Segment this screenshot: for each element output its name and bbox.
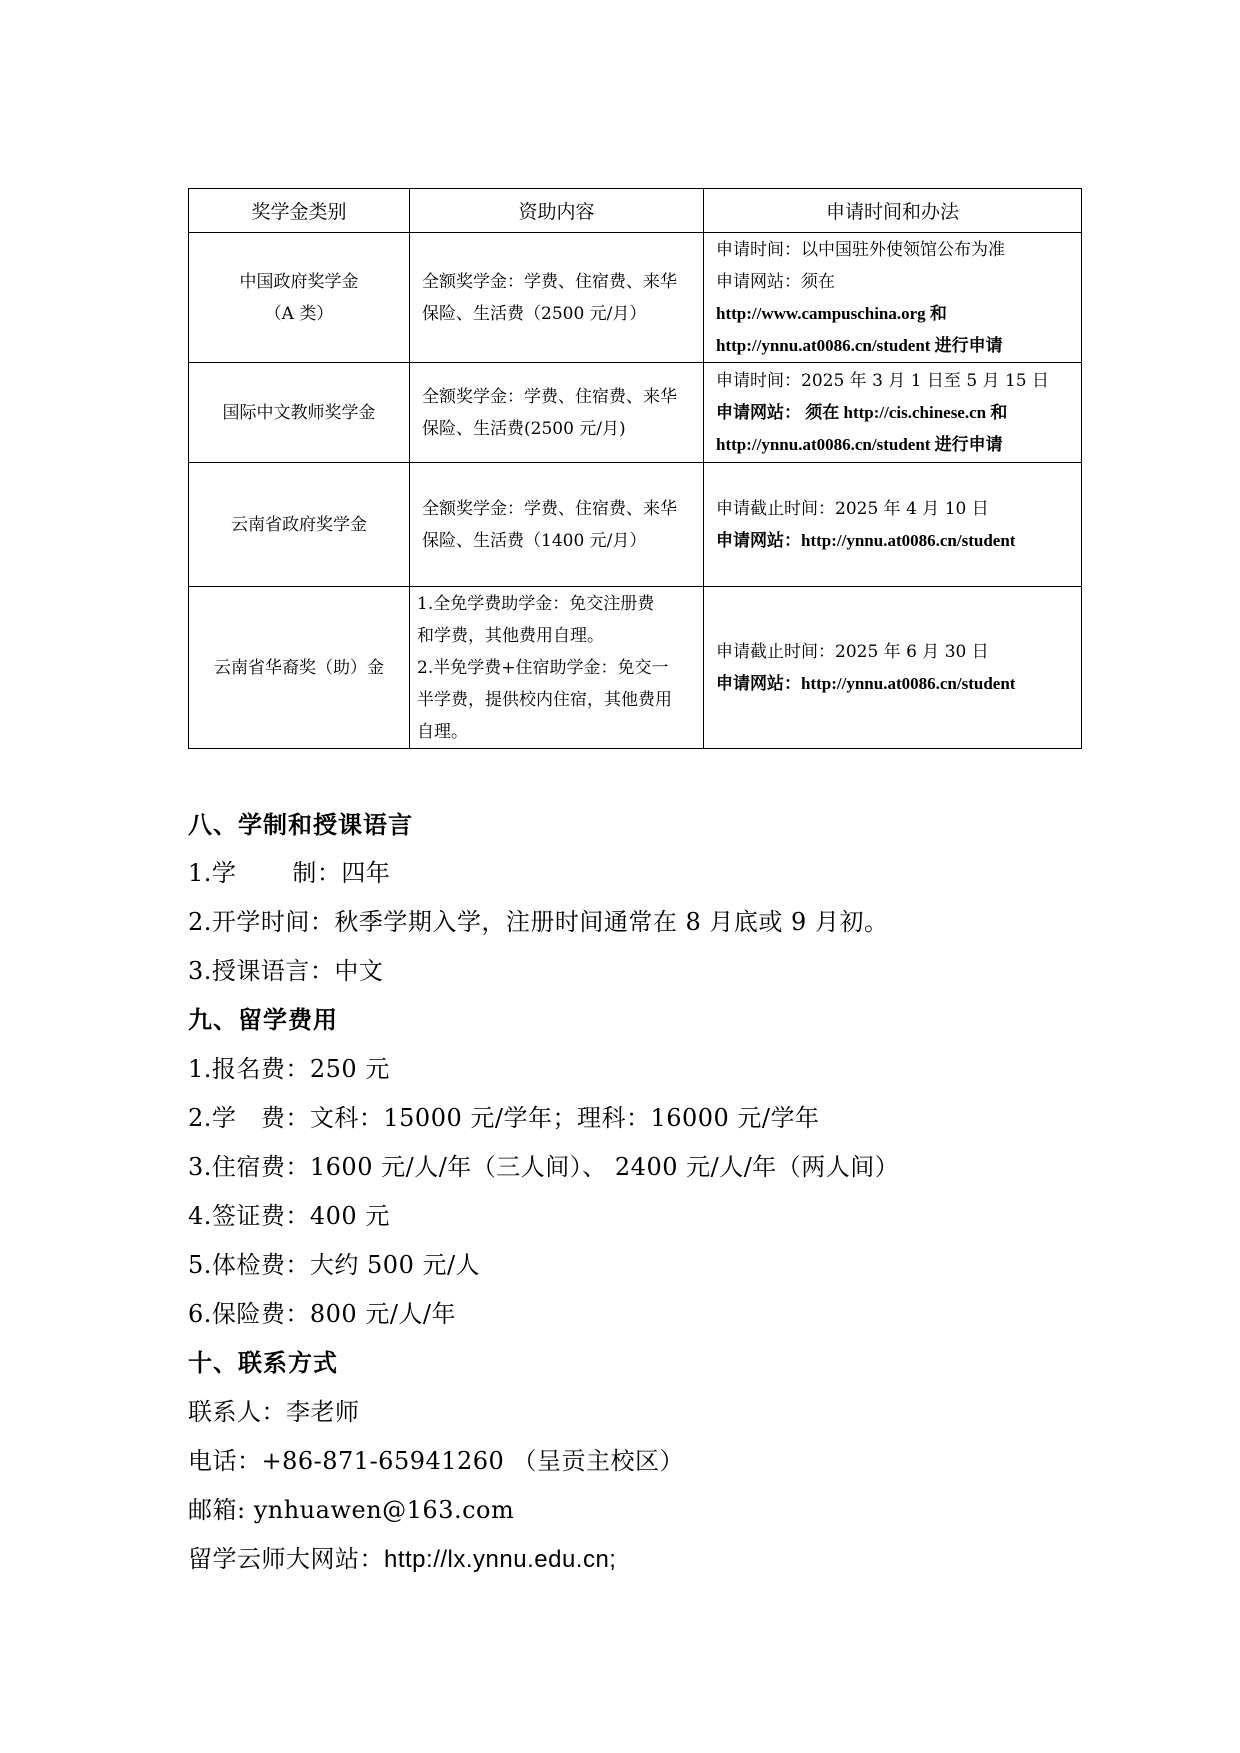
category-cell — [189, 233, 410, 363]
application-link-line[interactable]: http://ynnu.at0086.cn/student 进行申请 — [716, 335, 1003, 355]
category-line: 中国政府奖学金 — [239, 271, 359, 292]
application-link-line[interactable]: http://ynnu.at0086.cn/student 进行申请 — [716, 434, 1003, 454]
aid-cell — [410, 363, 704, 463]
category-cell — [189, 463, 410, 587]
aid-line: 自理。 — [417, 721, 468, 742]
table-header-row — [189, 189, 1082, 233]
section-8-item-2: 2.开学时间：秋季学期入学，注册时间通常在 8 月底或 9 月初。 — [188, 908, 889, 936]
table-row — [189, 233, 1082, 363]
table-row — [189, 463, 1082, 587]
aid-line: 全额奖学金：学费、住宿费、来华 — [422, 498, 677, 519]
category-line: 云南省华裔奖（助）金 — [214, 657, 384, 678]
application-line: 申请时间：以中国驻外使领馆公布为准 — [716, 239, 1005, 260]
application-line: 申请截止时间：2025 年 6 月 30 日 — [716, 641, 989, 662]
fee-item: 6.保险费：800 元/人/年 — [188, 1300, 457, 1328]
aid-line: 半学费，提供校内住宿，其他费用 — [417, 689, 672, 710]
fee-item: 4.签证费：400 元 — [188, 1202, 390, 1230]
aid-cell — [410, 233, 704, 363]
header-category: 奖学金类别 — [189, 189, 410, 233]
section-8-title: 八、学制和授课语言 — [188, 810, 413, 839]
application-link-line[interactable]: http://www.campuschina.org 和 — [716, 303, 947, 323]
aid-line: 1.全免学费助学金：免交注册费 — [417, 593, 655, 614]
aid-line: 保险、生活费（1400 元/月） — [422, 530, 647, 551]
aid-line: 全额奖学金：学费、住宿费、来华 — [422, 271, 677, 292]
item-value: 制：四年 — [292, 859, 391, 887]
contact-phone: 电话：+86-871-65941260 （呈贡主校区） — [188, 1447, 684, 1475]
category-line: 国际中文教师奖学金 — [222, 402, 376, 423]
fee-item: 2.学 费：文科：15000 元/学年；理科：16000 元/学年 — [188, 1104, 820, 1132]
application-link-line[interactable]: 申请网站：http://ynnu.at0086.cn/student — [716, 673, 1016, 693]
category-cell — [189, 587, 410, 749]
aid-line: 和学费，其他费用自理。 — [417, 625, 604, 646]
application-link-line[interactable]: 申请网站： 须在 http://cis.chinese.cn 和 — [716, 402, 1008, 422]
fee-item: 3.住宿费：1600 元/人/年（三人间）、 2400 元/人/年（两人间） — [188, 1153, 900, 1181]
application-line: 申请时间：2025 年 3 月 1 日至 5 月 15 日 — [716, 370, 1049, 391]
fee-item: 5.体检费：大约 500 元/人 — [188, 1251, 481, 1279]
section-8-item-3: 3.授课语言：中文 — [188, 957, 384, 985]
application-cell — [704, 587, 1082, 749]
table-row — [189, 587, 1082, 749]
item-label: 1.学 — [188, 859, 237, 887]
contact-email[interactable]: 邮箱: ynhuawen@163.com — [188, 1496, 515, 1524]
category-line: （A 类） — [264, 303, 334, 324]
section-9-title: 九、留学费用 — [188, 1005, 338, 1034]
fee-item: 1.报名费：250 元 — [188, 1055, 390, 1083]
application-cell — [704, 233, 1082, 363]
header-application: 申请时间和办法 — [704, 189, 1082, 233]
scholarship-table — [188, 188, 1082, 749]
aid-cell — [410, 463, 704, 587]
section-10-title: 十、联系方式 — [188, 1348, 338, 1377]
table-row — [189, 363, 1082, 463]
application-line: 申请截止时间：2025 年 4 月 10 日 — [716, 498, 989, 519]
section-8-item-1 — [188, 853, 1088, 888]
website-label: 留学云师大网站： — [188, 1545, 384, 1573]
application-cell — [704, 463, 1082, 587]
category-cell — [189, 363, 410, 463]
aid-line: 2.半免学费+住宿助学金：免交一 — [417, 657, 669, 678]
aid-line: 保险、生活费（2500 元/月） — [422, 303, 647, 324]
aid-line: 保险、生活费(2500 元/月) — [422, 418, 626, 439]
category-line: 云南省政府奖学金 — [231, 514, 367, 535]
contact-website — [188, 1539, 1088, 1574]
contact-person: 联系人：李老师 — [188, 1398, 360, 1426]
aid-line: 全额奖学金：学费、住宿费、来华 — [422, 386, 677, 407]
website-link[interactable]: http://lx.ynnu.edu.cn; — [384, 1546, 617, 1573]
header-aid: 资助内容 — [410, 189, 704, 233]
application-line: 申请网站：须在 — [716, 271, 835, 292]
application-cell — [704, 363, 1082, 463]
application-link-line[interactable]: 申请网站：http://ynnu.at0086.cn/student — [716, 530, 1016, 550]
aid-cell — [410, 587, 704, 749]
